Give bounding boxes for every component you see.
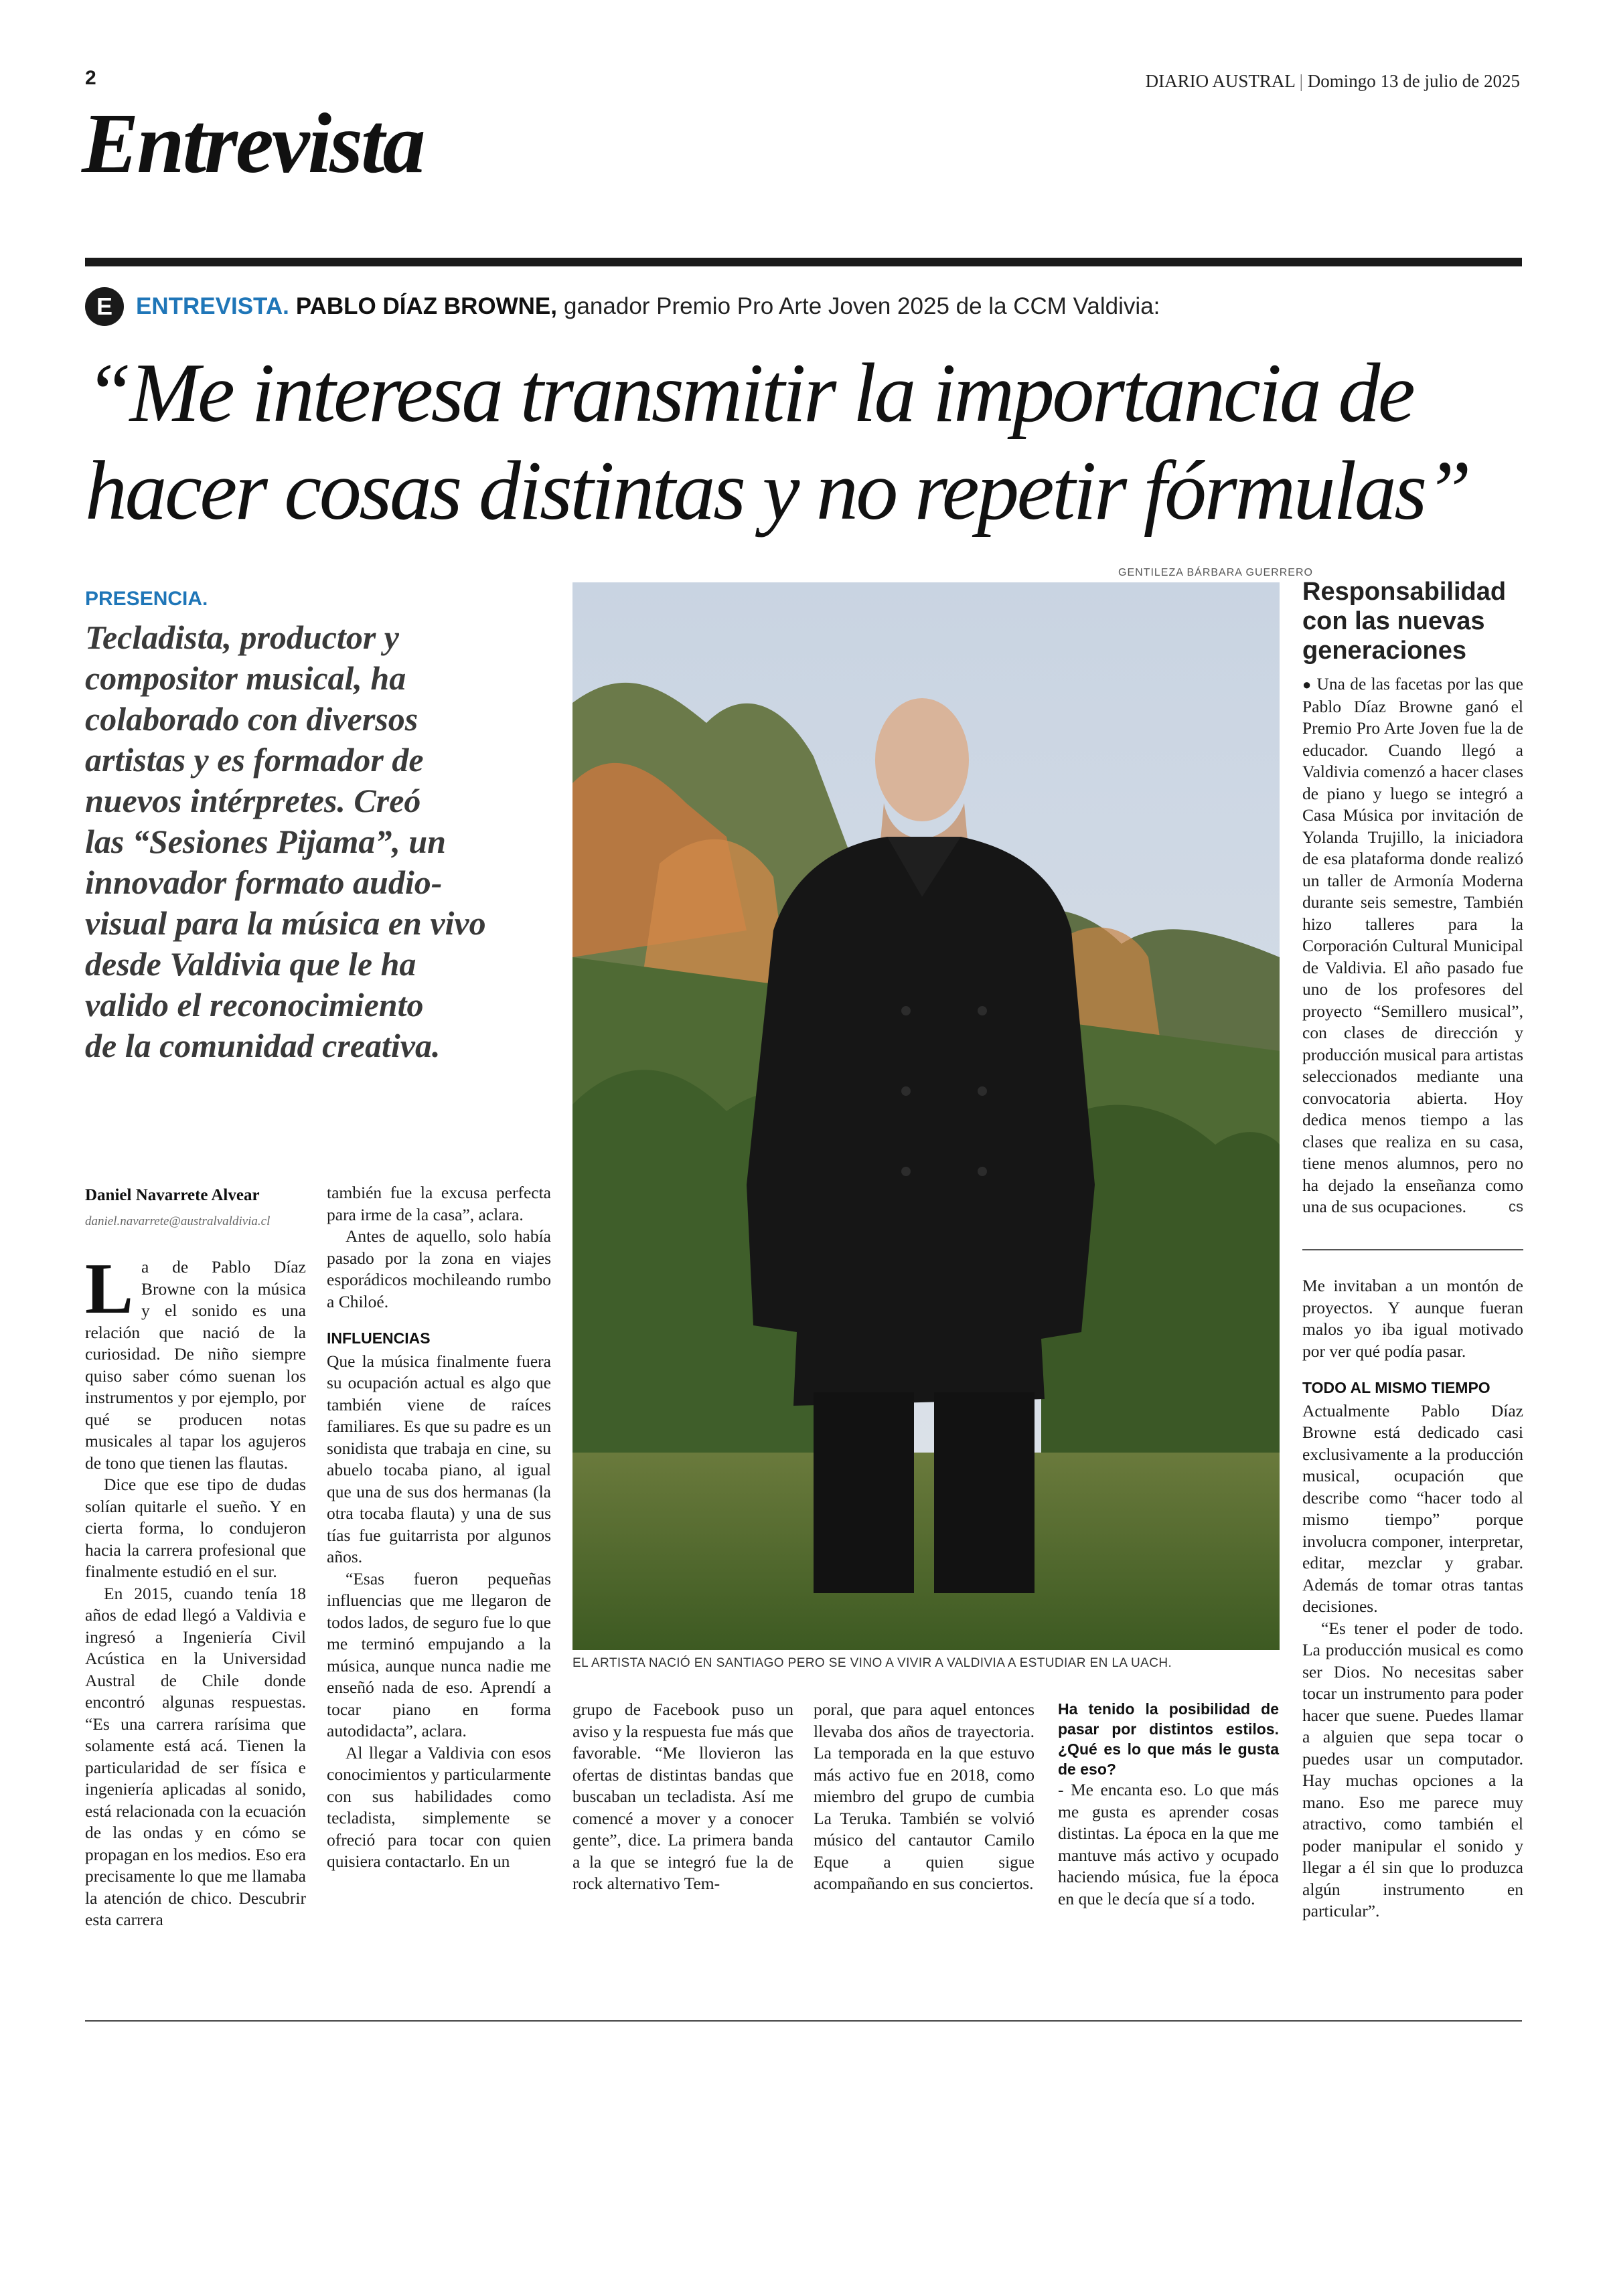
section-title: Entrevista (82, 96, 424, 191)
interview-answer: - Me encanta eso. Lo que más me gusta es aprender cosas distintas. La época en la que me mantuve más activo y ocupado haciendo música, fue la época en que le decía que sí a todo. (1058, 1780, 1279, 1908)
bottom-rule (85, 2020, 1522, 2022)
portrait-photo (572, 582, 1280, 1650)
subhead-todo-al-mismo-tiempo: TODO AL MISMO TIEMPO (1302, 1379, 1490, 1396)
sidebar-title (1302, 577, 1517, 665)
standfirst-line: de la comunidad creativa. (85, 1027, 441, 1064)
subhead-influencias: INFLUENCIAS (327, 1329, 431, 1347)
article-column-2 (327, 1182, 551, 1873)
standfirst-line: las “Sesiones Pijama”, un (85, 823, 446, 860)
paragraph: Antes de aquello, solo había pasado por la zona en viajes esporádicos mochileando rumbo a Chiloé. (327, 1226, 551, 1311)
article-column-6 (1302, 1275, 1523, 1922)
kicker-description: ganador Premio Pro Arte Joven 2025 de la CCM Valdivia: (564, 293, 1160, 319)
paragraph: Que la música finalmente fuera su ocupación actual es algo que también viene de raíces familiares. Es que su padre es un sonidista que trabaja en cine, su abuelo tocaba piano, al igual que una de sus dos hermanas (la otra tocaba flauta) y una de sus tías fue guitarrista por algunos años. (327, 1351, 551, 1566)
paragraph: grupo de Facebook puso un aviso y la respuesta fue más que favorable. “Me llovieron las ofertas de distintas bandas que buscaban un tecladista. Así me comencé a mover y a conocer gente”, dice. La primera banda a la que se integró fue la de rock alternativo Tem- (572, 1700, 793, 1893)
bullet-icon: ● (1302, 676, 1312, 693)
issue-date: Domingo 13 de julio de 2025 (1307, 71, 1520, 91)
newspaper-name: DIARIO AUSTRAL (1145, 71, 1295, 91)
top-rule (85, 258, 1522, 266)
paragraph: Actualmente Pablo Díaz Browne está dedicado casi exclusivamente a la producción musical, ocupación que describe como “hacer todo al mismo tiempo” porque involucra componer, interpretar, editar, mezclar y grabar. Además de tomar otras tantas decisiones. (1302, 1400, 1523, 1616)
headline-line: hacer cosas distintas y no repetir fórmulas” (85, 444, 1470, 538)
paragraph: “Esas fueron pequeñas influencias que me llegaron de todos lados, de seguro fue lo que me terminó empujando a la música, aunque nunca nadie me enseñó nada de eso. Aprendí a tocar piano en forma autodidacta”, aclara. (327, 1568, 551, 1740)
article-column-3 (572, 1699, 793, 1895)
standfirst-line: artistas y es formador de (85, 741, 424, 778)
standfirst-line: compositor musical, ha (85, 659, 406, 697)
standfirst-line: colaborado con diversos (85, 700, 418, 738)
standfirst-line: valido el reconocimiento (85, 986, 424, 1023)
standfirst-line: desde Valdivia que le ha (85, 945, 416, 983)
paragraph: Dice que ese tipo de dudas solían quitarle el sueño. Y en cierta forma, lo condujeron hacia la carrera profesional que finalmente estudió en el sur. (85, 1475, 306, 1581)
standfirst-line: Tecladista, productor y (85, 619, 399, 656)
standfirst (85, 617, 554, 1066)
paragraph: Me invitaban a un montón de proyectos. Y aunque fueran malos yo iba igual motivado por ver qué podía pasar. (1302, 1276, 1523, 1361)
paragraph: Al llegar a Valdivia con esos conocimientos y particularmente con sus habilidades como tecladista, simplemente se ofreció para tocar con quien quisiera contactarlo. En un (327, 1742, 551, 1871)
sidebar-title-line: con las nuevas (1302, 607, 1485, 635)
sidebar-body (1302, 673, 1523, 1218)
paragraph: “Es tener el poder de todo. La producción musical es como ser Dios. No necesitas saber tocar un instrumento para poder hacer que suene. Puedes llamar a alguien que sepa tocar o puedes usar un computador. Hay muchas opciones a la mano. Eso me parece muy atractivo, como también el poder manipular el sonido y llegar a él sin que lo produzca algún instrumento en particular”. (1302, 1618, 1523, 1920)
byline-email: daniel.navarrete@australvaldivia.cl (85, 1214, 271, 1228)
paragraph: también fue la excusa perfecta para irme de la casa”, aclara. (327, 1183, 551, 1224)
photo-credit: GENTILEZA BÁRBARA GUERRERO (1118, 567, 1313, 578)
standfirst-label: PRESENCIA. (85, 588, 208, 610)
standfirst-line: innovador formato audio- (85, 864, 443, 901)
sidebar-divider (1302, 1249, 1523, 1250)
page-number: 2 (85, 67, 96, 89)
article-column-1 (85, 1185, 306, 1931)
dateline-separator: | (1299, 71, 1304, 91)
kicker-name: PABLO DÍAZ BROWNE, (295, 293, 557, 319)
sidebar-title-line: Responsabilidad (1302, 578, 1507, 606)
sidebar-title-line: generaciones (1302, 637, 1466, 665)
interview-question: Ha tenido la posibilidad de pasar por distintos estilos. ¿Qué es lo que más le gusta de eso? (1058, 1700, 1279, 1778)
paragraph: En 2015, cuando tenía 18 años de edad llegó a Valdivia e ingresó a Ingeniería Civil Acústica en la Universidad Austral de Chile donde encontró algunas respuestas. “Es una carrera rarísima que solamente está acá. Tienen la particularidad de ser física e ingeniería aplicadas al sonido, está relacionada con la ecuación de las ondas y en cómo se propagan en los medios. Eso era precisamente lo que me llamaba la atención de chico. Descubrir esta carrera (85, 1583, 306, 1929)
sidebar-text: Una de las facetas por las que Pablo Díaz Browne ganó el Premio Pro Arte Joven fue la de educador. Cuando llegó a Valdivia comenzó a hacer clases de piano y luego se integró a Casa Música por invitación de Yolanda Trujillo, la iniciadora de esa plataforma donde realizó un taller de Armonía Moderna durante seis semestre, También hizo talleres para la Corporación Cultural Municipal de Valdivia. El año pasado fue uno de los profesores del proyecto “Semillero musical”, con clases de dirección y producción musical para artistas seleccionados mediante una convocatoria abierta. Hoy dedica menos tiempo a las clases que realiza en su casa, tiene menos alumnos, pero no ha dejado la enseñanza como una de sus ocupaciones. (1302, 674, 1523, 1216)
standfirst-line: nuevos intérpretes. Creó (85, 782, 421, 819)
standfirst-line: visual para la música en vivo (85, 904, 486, 942)
article-column-4 (814, 1699, 1035, 1895)
headline-line: “Me interesa transmitir la importancia de (85, 347, 1413, 440)
paragraph: poral, que para aquel entonces llevaba dos años de trayectoria. La temporada en la que estuvo más activo fue en 2018, como miembro del grupo de cumbia La Teruka. También se volvió músico del cantautor Camilo Eque a quien sigue acompañando en sus conciertos. (814, 1700, 1035, 1893)
byline-author: Daniel Navarrete Alvear (85, 1186, 260, 1204)
end-mark-icon: cs (1509, 1198, 1523, 1215)
kicker (85, 286, 1160, 327)
article-column-5 (1058, 1699, 1279, 1910)
newspaper-dateline (1146, 71, 1520, 92)
kicker-label: ENTREVISTA. (136, 293, 289, 319)
section-badge-icon: E (85, 287, 124, 326)
photo-caption: EL ARTISTA NACIÓ EN SANTIAGO PERO SE VINO A VIVIR A VALDIVIA A ESTUDIAR EN LA UACH. (572, 1656, 1172, 1670)
paragraph: La de Pablo Díaz Browne con la música y el sonido es una relación que nació de la curiosidad. De niño siempre quiso saber cómo suenan los instrumentos y por ejemplo, por qué se producen notas musicales al tapar los agujeros de tono que tienen las flautas. (85, 1249, 306, 1473)
headline (85, 345, 1538, 540)
